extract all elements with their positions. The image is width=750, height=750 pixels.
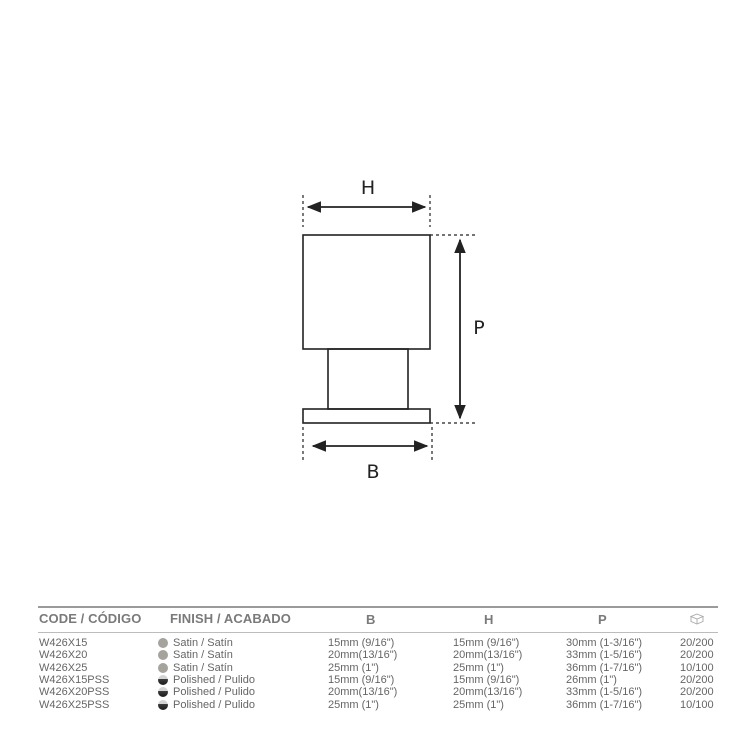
satin-finish-swatch-icon (158, 663, 168, 673)
cell-b: 15mm (9/16") (328, 637, 395, 649)
cell-code: W426X20 (39, 649, 88, 662)
dimension-p-label: P (473, 317, 485, 339)
table-row (38, 662, 718, 674)
knob-profile (303, 235, 430, 423)
cell-finish-label: Polished / Pulido (173, 673, 255, 686)
cell-b: 25mm (1") (328, 698, 379, 711)
cell-finish-label: Polished / Pulido (173, 698, 255, 711)
polished-finish-swatch-icon (158, 700, 168, 710)
cell-finish (158, 699, 255, 711)
table-row (38, 686, 718, 698)
table-row (38, 637, 718, 649)
cell-pack: 20/200 (680, 637, 714, 649)
knob-base (303, 409, 430, 423)
header-b: B (366, 612, 376, 627)
cell-finish (158, 649, 233, 661)
polished-finish-swatch-icon (158, 687, 168, 697)
dimension-b-label: B (366, 461, 380, 483)
knob-neck (328, 349, 408, 409)
cell-finish-label: Polished / Pulido (173, 686, 255, 699)
cell-pack: 20/200 (680, 649, 714, 662)
header-finish: FINISH / ACABADO (170, 611, 292, 626)
cell-p: 26mm (1") (566, 673, 617, 686)
header-p: P (598, 612, 607, 627)
cell-code: W426X20PSS (39, 686, 110, 699)
table-row (38, 674, 718, 686)
cell-h: 25mm (1") (453, 698, 504, 711)
cell-code: W426X25 (39, 661, 88, 674)
cell-h: 20mm(13/16") (453, 649, 523, 662)
cell-h: 25mm (1") (453, 661, 504, 674)
cell-b: 20mm(13/16") (328, 649, 398, 662)
cell-b: 20mm(13/16") (328, 686, 398, 699)
cell-p: 36mm (1-7/16") (566, 661, 643, 674)
cell-finish-label: Satin / Satín (173, 637, 233, 649)
table-row (38, 649, 718, 661)
cell-finish (158, 637, 233, 649)
cell-finish (158, 686, 255, 698)
cell-pack: 10/100 (680, 661, 714, 674)
table-header-rule (38, 632, 718, 633)
cell-finish-label: Satin / Satín (173, 661, 233, 674)
box-stack-icon (690, 612, 704, 630)
dimension-h (303, 195, 430, 227)
knob-head (303, 235, 430, 349)
dimension-b (303, 427, 432, 461)
cell-b: 15mm (9/16") (328, 673, 395, 686)
cell-p: 33mm (1-5/16") (566, 649, 643, 662)
cell-b: 25mm (1") (328, 661, 379, 674)
satin-finish-swatch-icon (158, 650, 168, 660)
cell-p: 36mm (1-7/16") (566, 698, 643, 711)
cell-pack: 10/100 (680, 698, 714, 711)
cell-h: 15mm (9/16") (453, 673, 520, 686)
cell-code: W426X25PSS (39, 698, 110, 711)
satin-finish-swatch-icon (158, 638, 168, 648)
cell-p: 30mm (1-3/16") (566, 637, 643, 649)
cell-code: W426X15 (39, 637, 88, 649)
table-top-rule (38, 606, 718, 608)
header-code: CODE / CÓDIGO (39, 611, 142, 626)
dimension-h-label: H (360, 177, 376, 199)
cell-finish-label: Satin / Satín (173, 649, 233, 662)
polished-finish-swatch-icon (158, 675, 168, 685)
cell-pack: 20/200 (680, 673, 714, 686)
cell-finish (158, 662, 233, 674)
table-row (38, 699, 718, 711)
cell-finish (158, 674, 255, 686)
cell-pack: 20/200 (680, 686, 714, 699)
header-h: H (484, 612, 494, 627)
cell-code: W426X15PSS (39, 673, 110, 686)
cell-h: 15mm (9/16") (453, 637, 520, 649)
dimension-p (430, 235, 477, 423)
cell-h: 20mm(13/16") (453, 686, 523, 699)
cell-p: 33mm (1-5/16") (566, 686, 643, 699)
